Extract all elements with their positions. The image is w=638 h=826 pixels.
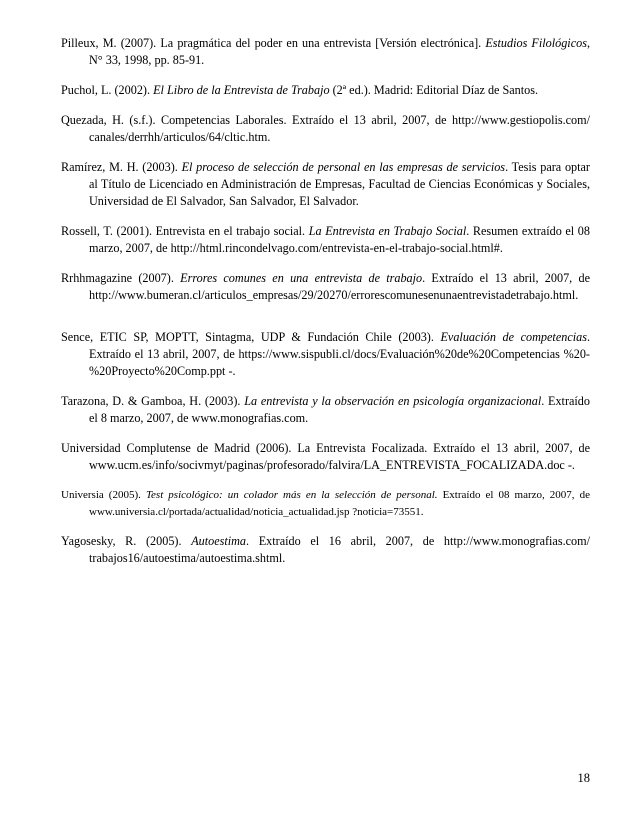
reference-title: Errores comunes en una entrevista de trabajo: [180, 271, 423, 285]
reference-title: Test psicológico: un colador más en la selección de personal.: [145, 489, 438, 501]
reference-text: Quezada, H. (s.f.). Competencias Laborales. Extraído el 13 abril, 2007, de http://www.gestiopolis.com/ canales/derrhh/articulos/64/cltic.htm.: [61, 113, 590, 144]
reference-text: Sence, ETIC SP, MOPTT, Sintagma, UDP & Fundación Chile (2003).: [61, 330, 441, 344]
reference-text: , N° 33, 1998, pp. 85-91.: [89, 36, 590, 67]
reference-title: La Entrevista en Trabajo Social: [308, 224, 467, 238]
reference-title: El proceso de selección de personal en las empresas de servicios: [181, 160, 506, 174]
reference-entry-ramirez: [61, 159, 590, 210]
reference-text: Tarazona, D. & Gamboa, H. (2003).: [61, 394, 245, 408]
reference-text: Puchol, L. (2002).: [61, 83, 154, 97]
reference-entry-universia: [61, 487, 590, 520]
reference-title: La entrevista y la observación en psicología organizacional: [244, 394, 542, 408]
reference-text: Yagosesky, R. (2005).: [61, 534, 192, 548]
reference-text: Rossell, T. (2001). Entrevista en el trabajo social.: [61, 224, 309, 238]
reference-text: Ramírez, M. H. (2003).: [61, 160, 182, 174]
reference-text: . Resumen extraído el 08 marzo, 2007, de http://html.rincondelvago.com/entrevista-en-el-trabajo-social.html#.: [89, 224, 590, 255]
reference-entry-pilleux: [61, 35, 590, 69]
reference-entry-complutense: [61, 440, 590, 474]
reference-text: . Extraído el 8 marzo, 2007, de www.monografias.com.: [89, 394, 590, 425]
reference-text: . Extraído el 16 abril, 2007, de http://www.monografias.com/ trabajos16/autoestima/autoestima.shtml.: [89, 534, 590, 565]
reference-entry-puchol: [61, 82, 590, 99]
reference-entry-quezada: [61, 112, 590, 146]
reference-text: Rrhhmagazine (2007).: [61, 271, 181, 285]
reference-text: Universia (2005).: [61, 489, 146, 501]
reference-entry-rossell: [61, 223, 590, 257]
reference-text: Universidad Complutense de Madrid (2006). La Entrevista Focalizada. Extraído el 13 abril, 2007, de www.ucm.es/info/socivmyt/paginas/profesorado/falvira/LA_ENTREVISTA_FOCALIZADA.doc -.: [61, 441, 590, 472]
reference-entry-yagosesky: [61, 533, 590, 567]
reference-text: Pilleux, M. (2007). La pragmática del poder en una entrevista [Versión electrónica].: [61, 36, 486, 50]
reference-title: Estudios Filológicos: [485, 36, 587, 50]
reference-list: [61, 35, 590, 580]
reference-text: . Extraído el 13 abril, 2007, de http://www.bumeran.cl/articulos_empresas/29/20270/errorescomunesenunaentrevistadetrabajo.html.: [89, 271, 590, 302]
reference-title: Evaluación de competencias: [440, 330, 587, 344]
reference-entry-tarazona: [61, 393, 590, 427]
reference-text: . Tesis para optar al Título de Licenciado en Administración de Empresas, Facultad de Ciencias Económicas y Sociales, Universidad de El Salvador, San Salvador, El Salvador.: [89, 160, 590, 208]
reference-text: (2ª ed.). Madrid: Editorial Díaz de Santos.: [329, 83, 539, 97]
reference-text: Extraído el 08 marzo, 2007, de www.universia.cl/portada/actualidad/noticia_actualidad.jsp ?noticia=73551.: [89, 489, 590, 518]
reference-entry-rrhhmagazine: [61, 270, 590, 304]
reference-title: El Libro de la Entrevista de Trabajo: [153, 83, 330, 97]
reference-title: Autoestima: [191, 534, 247, 548]
reference-text: . Extraído el 13 abril, 2007, de https://www.sispubli.cl/docs/Evaluación%20de%20Competencias %20-%20Proyecto%20Comp.ppt -.: [89, 330, 591, 378]
reference-entry-sence: [61, 329, 590, 380]
page-number: 18: [577, 771, 590, 785]
